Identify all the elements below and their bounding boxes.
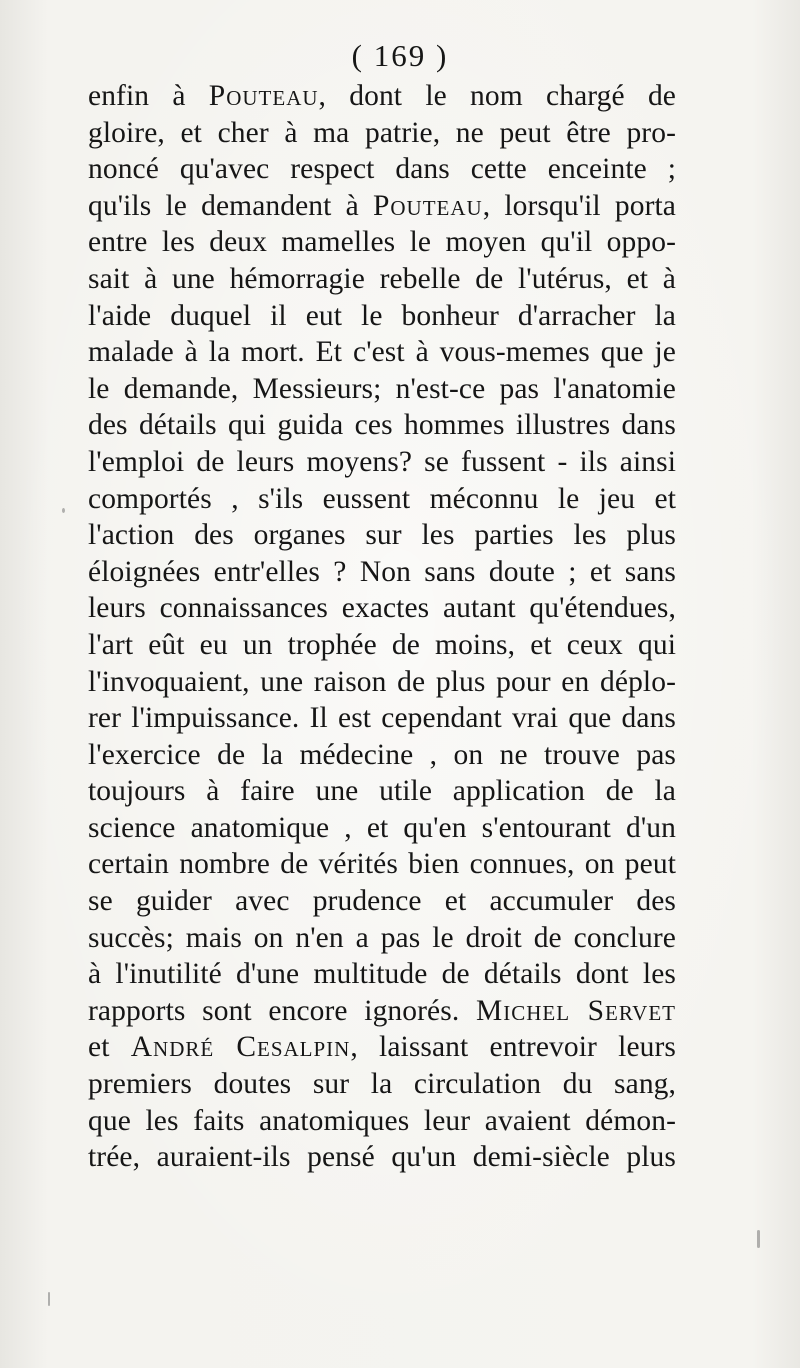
text-run: , laissant entrevoir leurs [350,1031,677,1064]
text-line [88,956,676,993]
text-run: succès; mais on n'en a pas le droit de conclure [88,921,676,954]
text-run: rapports sont encore ignorés. [88,994,476,1027]
text-run: sait à une hémorragie rebelle de l'utérus, et à [88,262,676,295]
small-caps-name: Pouteau [372,189,483,222]
text-line [88,188,676,225]
text-run: comportés , s'ils eussent méconnu le jeu et [88,482,676,515]
text-run: toujours à faire une utile application de la [88,775,676,808]
text-line [88,115,676,152]
text-line [88,444,676,481]
text-run: l'art eût eu un trophée de moins, et ceux qui [88,628,676,661]
body-text [88,78,676,1176]
text-line [88,481,676,518]
text-run: éloignées entr'elles ? Non sans doute ; et sans [88,555,676,588]
text-run: , lorsqu'il porta [482,189,676,222]
text-run: l'exercice de la médecine , on ne trouve pas [88,738,676,771]
page-number: ( 169 ) [351,38,449,73]
text-run: , dont le nom chargé de [318,80,676,112]
text-line [88,920,676,957]
text-line [88,517,676,554]
text-line [88,627,676,664]
text-run: le demande, Messieurs; n'est-ce pas l'anatomie [88,372,676,405]
text-line [88,1139,676,1176]
text-run: malade à la mort. Et c'est à vous-memes que je [88,336,676,369]
text-run: que les faits anatomiques leur avaient démon- [88,1104,676,1137]
small-caps-name: Michel Servet [475,994,676,1027]
text-line [88,993,676,1030]
small-caps-name: André Cesalpin [130,1031,351,1064]
text-line [88,810,676,847]
paper-speck [62,508,65,513]
text-run: science anatomique , et qu'en s'entourant d'un [88,811,676,844]
text-line [88,298,676,335]
text-run: enfin à [88,80,209,112]
text-line [88,224,676,261]
text-line [88,1103,676,1140]
text-line [88,846,676,883]
text-run: noncé qu'avec respect dans cette enceinte ; [88,153,676,186]
text-run: certain nombre de vérités bien connues, on peut [88,848,676,881]
text-line [88,371,676,408]
text-run: se guider avec prudence et accumuler des [88,885,676,918]
text-line [88,1066,676,1103]
text-line [88,1029,676,1066]
text-run: rer l'impuissance. Il est cependant vrai que dans [88,702,676,735]
text-line [88,261,676,298]
text-line [88,700,676,737]
text-run: entre les deux mamelles le moyen qu'il oppo- [88,226,676,259]
text-line [88,334,676,371]
text-run: l'action des organes sur les parties les plus [88,519,676,552]
text-run: des détails qui guida ces hommes illustres dans [88,409,676,442]
text-line [88,664,676,701]
text-run: à l'inutilité d'une multitude de détails dont les [88,958,676,991]
text-run: et [88,1031,131,1064]
text-line [88,407,676,444]
text-run: premiers doutes sur la circulation du sang, [88,1068,676,1101]
text-run: qu'ils le demandent à [88,189,373,222]
text-line [88,590,676,627]
text-run: gloire, et cher à ma patrie, ne peut être pro- [88,116,676,149]
text-run: leurs connaissances exactes autant qu'étendues, [88,592,676,625]
paper-speck [48,1292,50,1306]
text-line [88,737,676,774]
small-caps-name: Pouteau [208,80,319,112]
text-run: trée, auraient-ils pensé qu'un demi-siècle plus [88,1141,676,1174]
text-line [88,78,676,115]
text-line [88,151,676,188]
text-line [88,554,676,591]
text-run: l'invoquaient, une raison de plus pour en déplo- [88,665,676,698]
text-run: l'emploi de leurs moyens? se fussent - ils ainsi [88,445,676,478]
text-line [88,773,676,810]
text-run: l'aide duquel il eut le bonheur d'arracher la [88,299,676,332]
paper-speck [757,1230,760,1248]
text-line [88,883,676,920]
